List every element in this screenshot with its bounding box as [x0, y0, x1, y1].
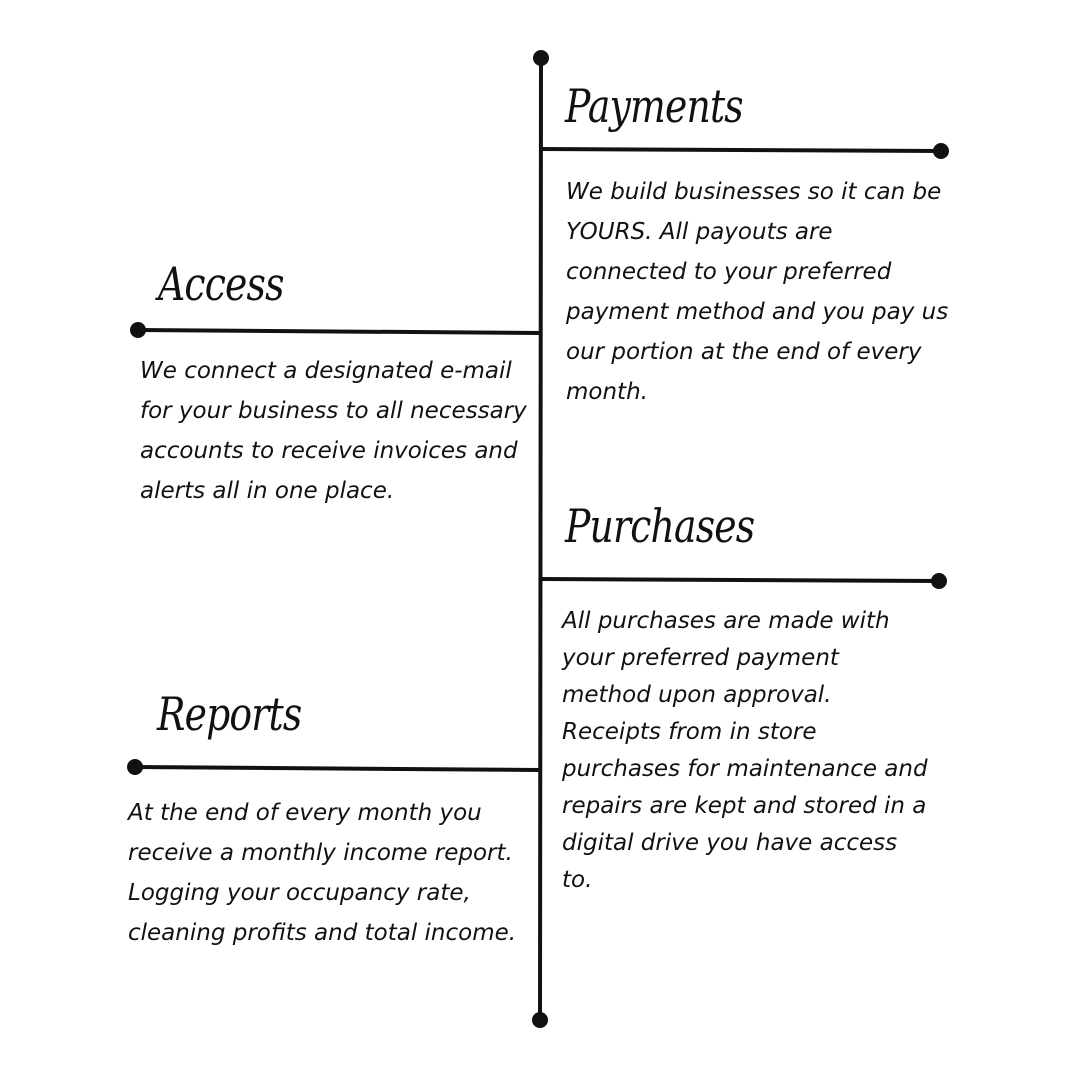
reports-branch-line: [135, 767, 540, 770]
purchases-heading: Purchases: [565, 499, 755, 553]
purchases-branch-line: [541, 579, 939, 581]
payments-heading: Payments: [565, 79, 743, 133]
purchases-description: All purchases are made with your preferred payment method upon approval. Receipts from in store purchases for maintenance and repairs are kept and stored in a digital drive you have access to.: [562, 608, 928, 893]
payments-branch-node: [933, 143, 949, 159]
payments-branch-line: [541, 149, 941, 151]
reports-heading: Reports: [157, 687, 302, 741]
access-branch-node: [130, 322, 146, 338]
reports-description: At the end of every month you receive a monthly income report. Logging your occupancy rate, cleaning profits and total income.: [128, 800, 517, 946]
access-description: We connect a designated e-mail for your business to all necessary accounts to receive invoices and alerts all in one place.: [140, 358, 527, 504]
spine-bottom-node: [532, 1012, 548, 1028]
timeline-spine: [540, 58, 541, 1020]
payments-description: We build businesses so it can be YOURS. All payouts are connected to your preferred payment method and you pay us our portion at the end of every month.: [566, 179, 949, 405]
spine-top-node: [533, 50, 549, 66]
purchases-branch-node: [931, 573, 947, 589]
access-branch-line: [138, 330, 541, 333]
reports-branch-node: [127, 759, 143, 775]
access-heading: Access: [158, 257, 284, 311]
